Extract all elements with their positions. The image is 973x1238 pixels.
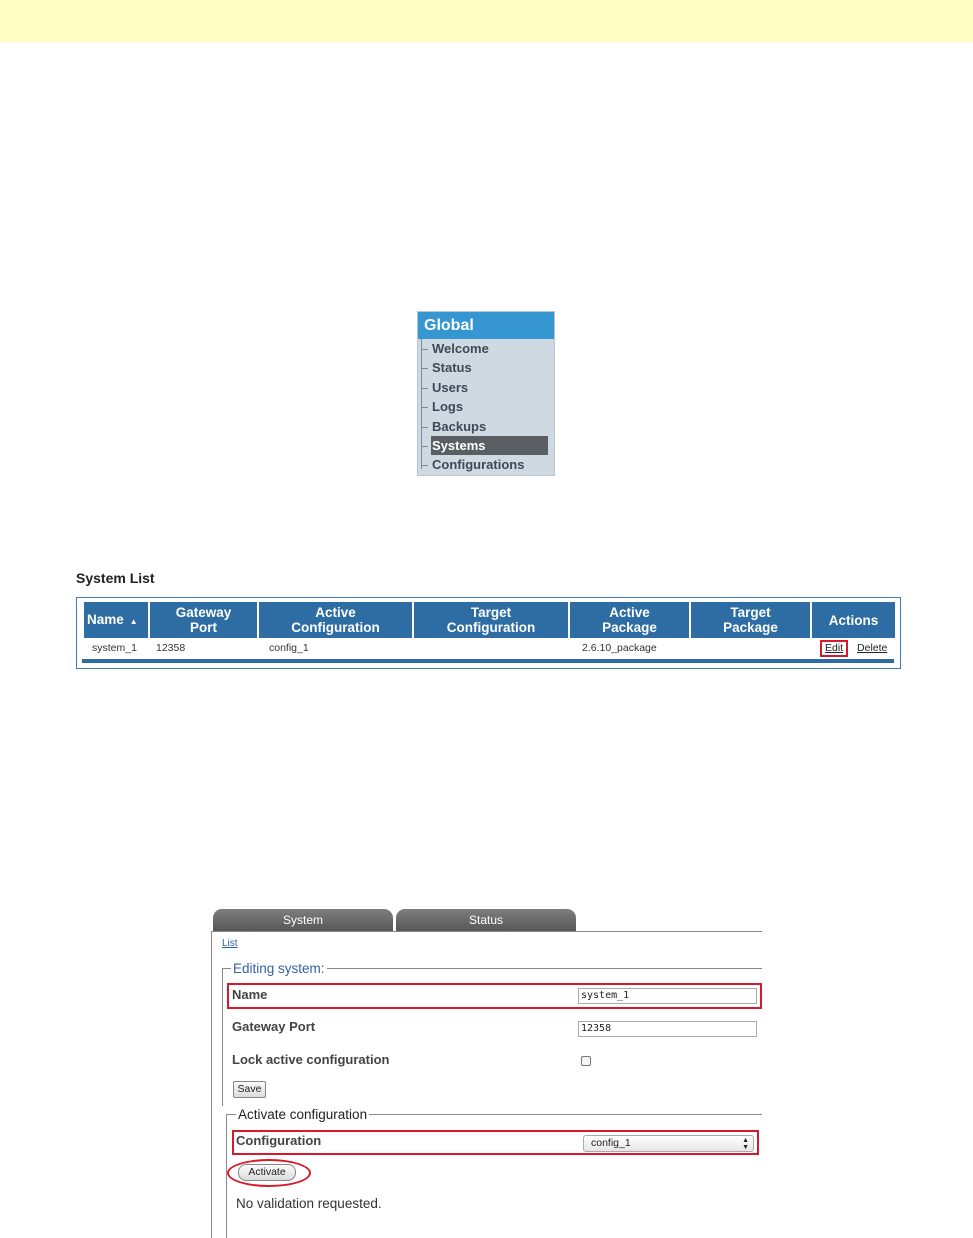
menu-item-systems[interactable]: Systems (418, 436, 554, 455)
fieldset-editing-left (222, 968, 223, 1106)
list-link[interactable]: List (222, 938, 238, 949)
activate-button[interactable]: Activate (238, 1164, 296, 1181)
header-band (0, 0, 973, 42)
edit-link[interactable]: Edit (825, 641, 844, 654)
global-menu (417, 311, 555, 476)
lock-configuration-label: Lock active configuration (232, 1052, 390, 1067)
name-input[interactable]: system_1 (578, 988, 757, 1004)
configuration-selected-value: config_1 (591, 1137, 631, 1149)
menu-item-welcome[interactable]: Welcome (418, 339, 554, 358)
fieldset-activate-left (226, 1114, 227, 1238)
gateway-port-input[interactable]: 12358 (578, 1021, 757, 1037)
tab-status[interactable]: Status (396, 909, 576, 932)
column-header-target-package[interactable]: Target Package (691, 602, 810, 638)
edit-highlight (820, 640, 848, 657)
cell-target-package (691, 638, 810, 658)
configuration-select[interactable] (583, 1135, 754, 1152)
select-arrows-icon: ▲ ▼ (742, 1137, 749, 1151)
panel-top-border (211, 931, 762, 932)
cell-target-configuration (414, 638, 568, 658)
column-header-active-configuration[interactable]: Active Configuration (259, 602, 412, 638)
system-list-title: System List (76, 570, 155, 586)
column-header-active-package[interactable]: Active Package (570, 602, 689, 638)
table-header-row (84, 602, 895, 638)
global-menu-title: Global (418, 312, 554, 339)
cell-gateway-port: 12358 (156, 642, 186, 654)
gateway-port-label: Gateway Port (232, 1019, 316, 1034)
name-label: Name (232, 987, 268, 1002)
sort-ascending-icon: ▲ (129, 616, 138, 626)
menu-item-backups[interactable]: Backups (418, 417, 554, 436)
cell-name: system_1 (92, 642, 137, 654)
menu-item-users[interactable]: Users (418, 378, 554, 397)
activate-configuration-legend: Activate configuration (238, 1107, 368, 1122)
table-row (84, 638, 895, 658)
menu-item-status[interactable]: Status (418, 358, 554, 377)
panel-left-border (211, 931, 212, 1238)
validation-status-message: No validation requested. (236, 1196, 382, 1211)
system-list-table (76, 597, 901, 669)
cell-actions (812, 638, 895, 658)
menu-item-configurations[interactable]: Configurations (418, 455, 554, 474)
column-header-name[interactable]: Name ▲ (84, 602, 148, 638)
global-menu-list (418, 339, 554, 475)
delete-link[interactable]: Delete (857, 641, 888, 654)
column-header-target-configuration[interactable]: Target Configuration (414, 602, 568, 638)
table-bottom-bar (82, 659, 894, 663)
cell-active-configuration: config_1 (269, 642, 309, 654)
column-header-gateway-port[interactable]: Gateway Port (150, 602, 257, 638)
tab-system[interactable]: System (213, 909, 393, 932)
column-header-actions: Actions (812, 602, 895, 638)
menu-item-logs[interactable]: Logs (418, 397, 554, 416)
save-button[interactable]: Save (233, 1081, 266, 1098)
editing-system-legend: Editing system: (233, 961, 325, 976)
lock-configuration-checkbox[interactable] (581, 1056, 591, 1066)
configuration-label: Configuration (236, 1133, 322, 1148)
cell-active-package: 2.6.10_package (582, 642, 657, 654)
